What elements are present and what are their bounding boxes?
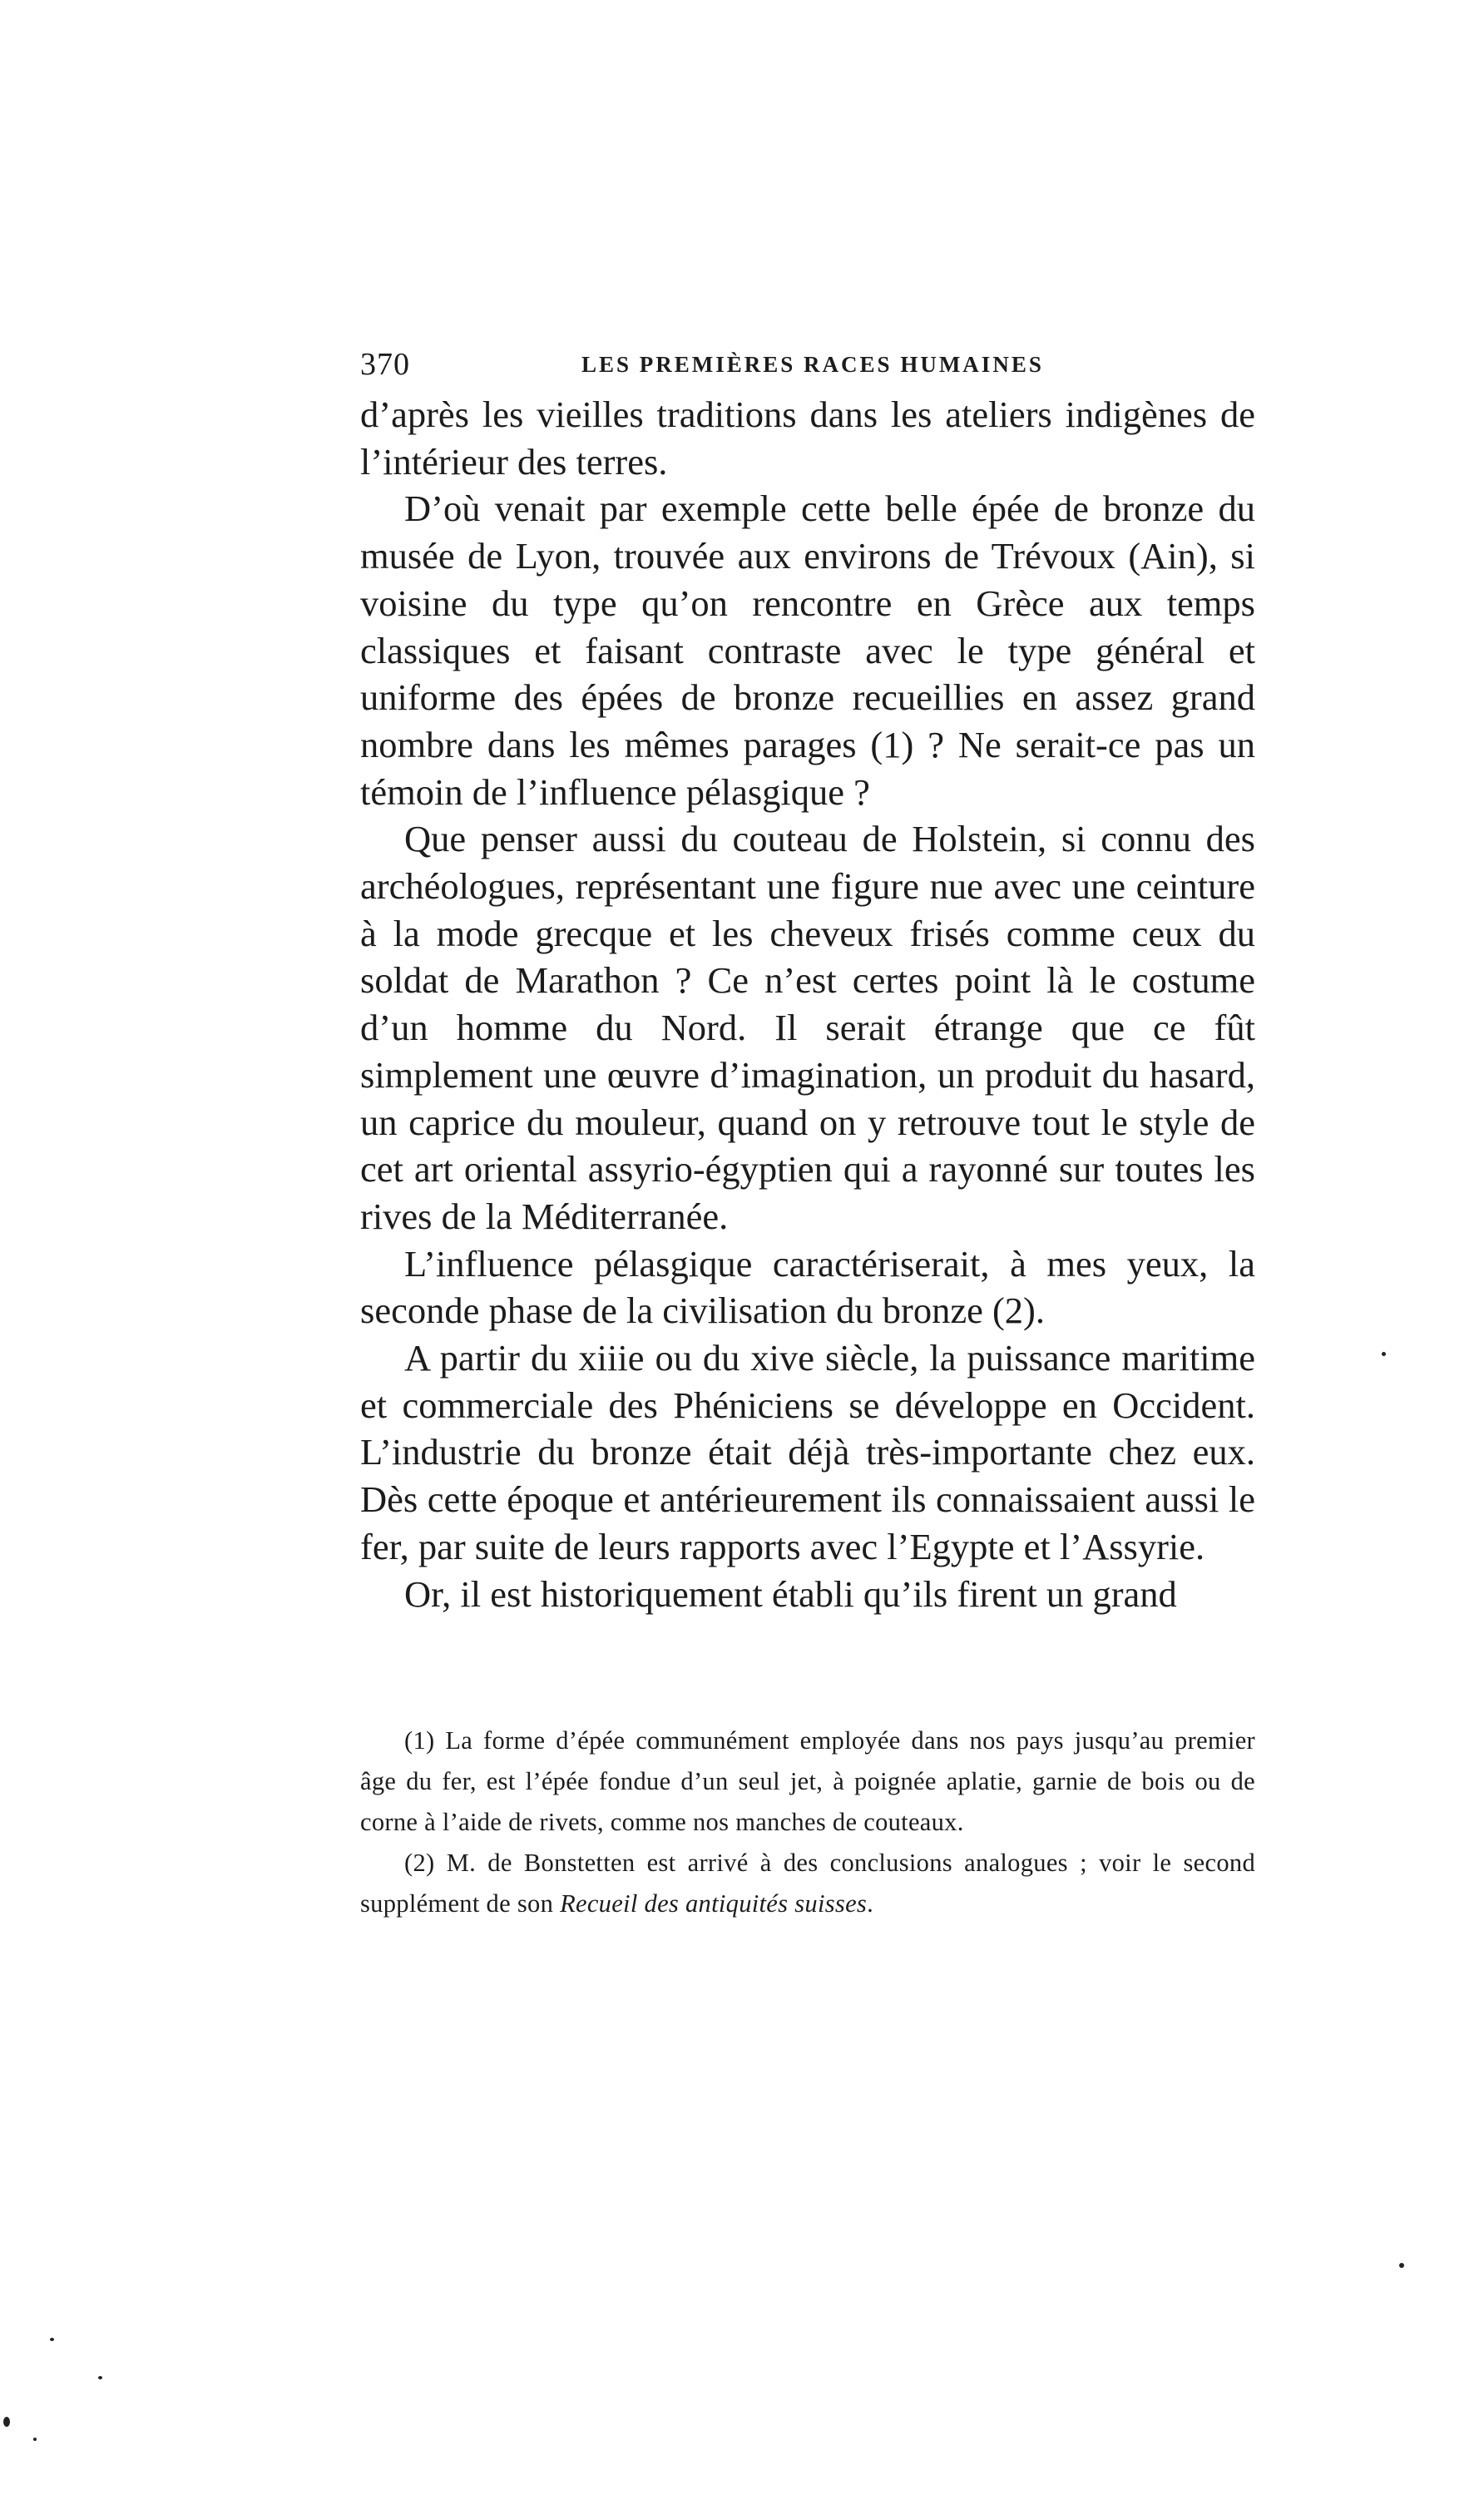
running-head — [360, 339, 1255, 389]
body-text — [360, 391, 1255, 1617]
paragraph-holstein-knife: Que penser aussi du couteau de Holstein, si connu des archéologues, représentant une figure nue avec une ceinture à la mode grecque et les cheveux frisés comme ceux du soldat de Marathon ? Ce n’est certes point là le costume d’un homme du Nord. Il serait étrange que ce fût simplement une œuvre d’imagination, un produit du hasard, un caprice du mouleur, quand on y retrouve tout le style de cet art oriental assyrio-égyptien qui a rayonné sur toutes les rives de la Méditerranée. — [360, 818, 1255, 1237]
running-title: LES PREMIÈRES RACES HUMAINES — [581, 352, 1044, 377]
footnote-2-end: . — [867, 1889, 874, 1918]
paragraph-lyon-sword: D’où venait par exemple cette belle épée de bronze du musée de Lyon, trouvée aux environs de Trévoux (Ain), si voisine du type qu’on rencontre en Grèce aux temps classiques et faisant contraste avec le type général et uniforme des épées de bronze recueillies en assez grand nombre dans les mêmes parages (1) ? Ne serait-ce pas un témoin de l’influence pélasgique ? — [360, 488, 1255, 813]
paragraph-continued: d’après les vieilles traditions dans les ateliers indigènes de l’intérieur des terres. — [360, 394, 1255, 483]
footnote-2-text: (2) M. de Bonstetten est arrivé à des conclusions analogues ; voir le second supplément de son — [360, 1849, 1255, 1918]
paragraph-pelasgic-influence: L’influence pélasgique caractériserait, à mes yeux, la seconde phase de la civilisation du bronze (2). — [360, 1242, 1255, 1332]
ink-speck — [1399, 2263, 1404, 2268]
ink-speck — [33, 2438, 37, 2441]
page-number: 370 — [360, 347, 410, 382]
ink-speck — [3, 2417, 10, 2427]
ink-speck — [50, 2338, 54, 2341]
footnotes — [360, 1720, 1255, 1924]
footnote-2 — [360, 1843, 1255, 1924]
footnote-1: (1) La forme d’épée communément employée dans nos pays jusqu’au premier âge du fer, est l’épée fondue d’un seul jet, à poignée aplatie, garnie de bois ou de corne à l’aide de rivets, comme nos manches de couteaux. — [360, 1726, 1255, 1836]
paragraph-final: Or, il est historiquement établi qu’ils firent un grand — [404, 1572, 1177, 1615]
ink-speck — [98, 2376, 102, 2379]
footnote-2-book-title: Recueil des antiquités suisses — [560, 1889, 868, 1918]
ink-speck — [1382, 1352, 1386, 1356]
paragraph-phoenicians: A partir du xiiie ou du xive siècle, la puissance maritime et commerciale des Phéniciens se développe en Occident. L’industrie du bronze était déjà très-importante chez eux. Dès cette époque et antérieurement ils connaissaient aussi le fer, par suite de leurs rapports avec l’Egypte et l’Assyrie. — [360, 1337, 1255, 1567]
